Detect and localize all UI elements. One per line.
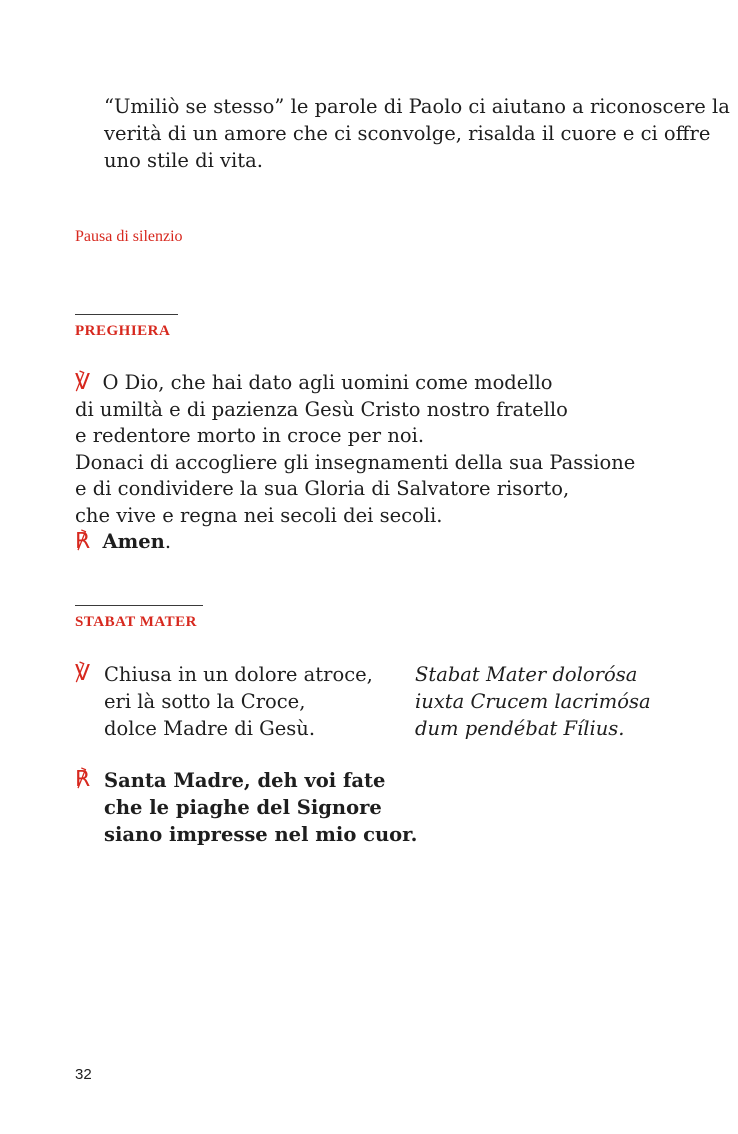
- verse-line: Chiusa in un dolore atroce,: [104, 663, 373, 686]
- latin-line: dum pendébat Fílius.: [415, 717, 625, 740]
- amen-period: .: [164, 530, 172, 553]
- intro-paragraph: [104, 93, 730, 174]
- prayer-line: di umiltà e di pazienza Gesù Cristo nostro fratello: [75, 397, 568, 421]
- intro-line: verità di un amore che ci sconvolge, risalda il cuore e ci offre: [104, 122, 711, 145]
- intro-line: “Umiliò se stesso” le parole di Paolo ci aiutano a riconoscere la: [104, 95, 730, 118]
- latin-line: Stabat Mater dolorósa: [415, 663, 638, 686]
- versicle-icon: ℣: [75, 661, 91, 686]
- stabat-response: [104, 767, 417, 848]
- response-line: che le piaghe del Signore: [104, 796, 382, 819]
- prayer-response: [75, 529, 715, 556]
- response-line: Santa Madre, deh voi fate: [104, 769, 386, 792]
- prayer-line: e redentore morto in croce per noi.: [75, 424, 425, 447]
- section-divider: [75, 314, 178, 315]
- response-icon: ℟: [75, 529, 91, 554]
- verse-line: eri là sotto la Croce,: [104, 690, 306, 713]
- prayer-line: Donaci di accogliere gli insegnamenti della sua Passione: [75, 450, 636, 474]
- latin-line: iuxta Crucem lacrimósa: [415, 690, 651, 713]
- stabat-latin-verse: [415, 661, 651, 742]
- prayer-first-line: [75, 370, 715, 397]
- versicle-icon: ℣: [75, 370, 91, 395]
- intro-line: uno stile di vita.: [104, 149, 263, 172]
- prayer-line: O Dio, che hai dato agli uomini come modello: [102, 371, 553, 394]
- prayer-line: e di condividere la sua Gloria di Salvatore risorto,: [75, 477, 570, 500]
- amen-text: Amen: [102, 530, 165, 553]
- pause-note: Pausa di silenzio: [75, 228, 183, 245]
- response-icon: ℟: [75, 767, 91, 792]
- prayer-text: [75, 370, 715, 556]
- prayer-line: che vive e regna nei secoli dei secoli.: [75, 503, 443, 527]
- prayer-heading: PREGHIERA: [75, 323, 171, 339]
- verse-line: dolce Madre di Gesù.: [104, 717, 316, 740]
- stabat-heading: STABAT MATER: [75, 614, 197, 630]
- page-number: 32: [75, 1066, 92, 1083]
- response-line: siano impresse nel mio cuor.: [104, 823, 418, 846]
- section-divider: [75, 605, 203, 606]
- stabat-italian-verse: [104, 661, 373, 742]
